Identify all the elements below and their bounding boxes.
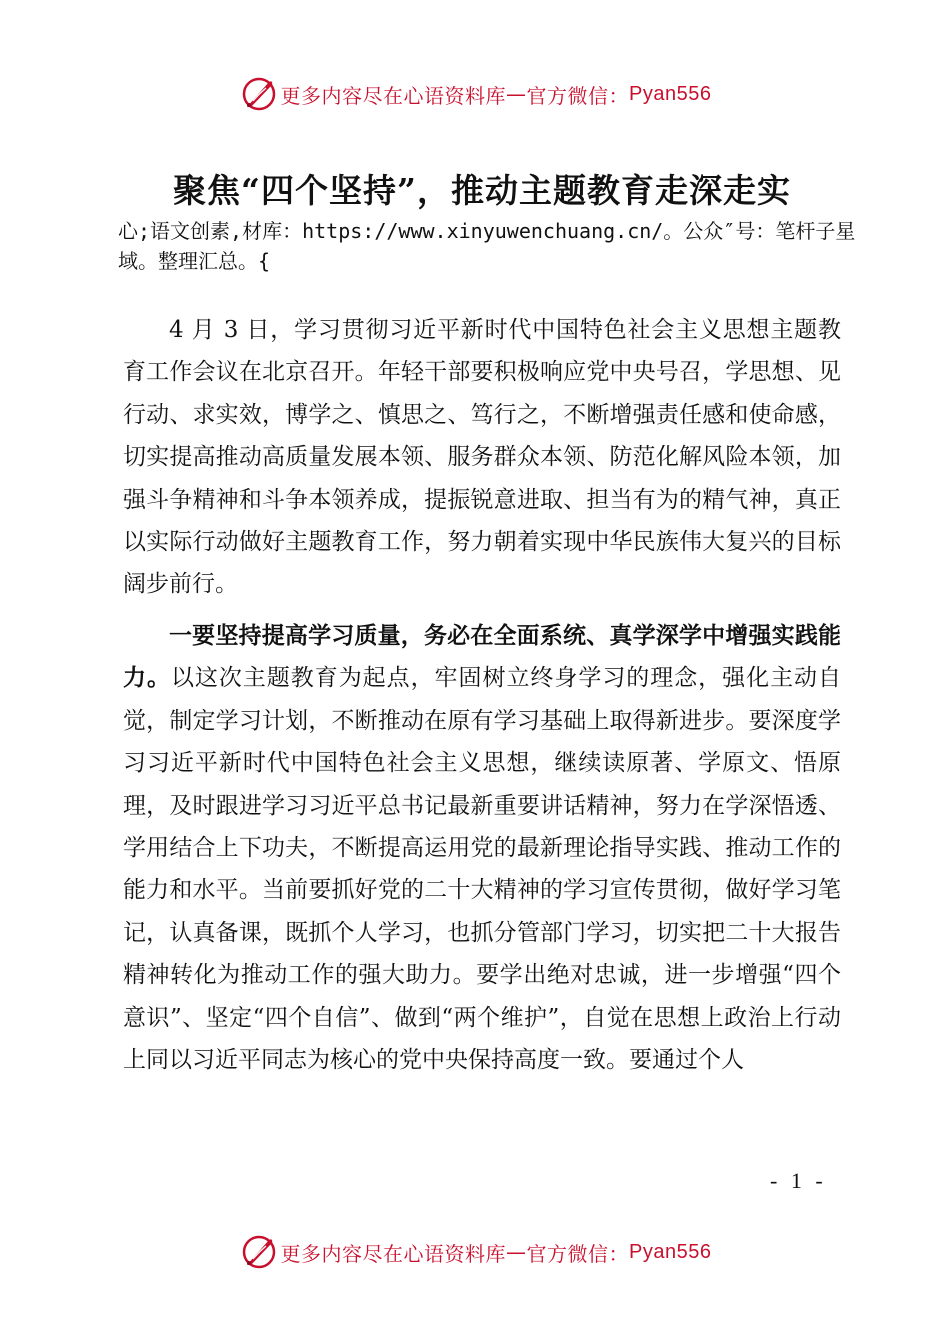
document-title: 聚焦“四个坚持”，推动主题教育走深走实 xyxy=(173,171,791,210)
paragraph-point-one-body: 以这次主题教育为起点，牢固树立终身学习的理念，强化主动自觉，制定学习计划，不断推动在原有学习基础上取得新进步。要深度学习习近平新时代中国特色社会主义思想，继续读原著、学原文、悟原理，及时跟进学习习近平总书记最新重要讲话精神，努力在学深悟透、学用结合上下功夫，不断提高运用党的最新理论指导实践、推动工作的能力和水平。当前要抓好党的二十大精神的学习宣传贯彻，做好学习笔记，认真备课，既抓个人学习，也抓分管部门学习，切实把二十大报告精神转化为推动工作的强大助力。要学出绝对忠诚，进一步增强“四个意识”、坚定“四个自信”、做到“两个维护”，自觉在思想上政治上行动上同以习近平同志为核心的党中央保持高度一致。要通过个人 xyxy=(123,665,842,1074)
watermark-text: 更多内容尽在心语资料库 xyxy=(280,1241,507,1266)
watermark-dash: — xyxy=(506,82,527,106)
watermark-dash: — xyxy=(506,1240,527,1264)
watermark-text: 更多内容尽在心语资料库 xyxy=(280,83,507,108)
quill-pen-logo-icon xyxy=(239,74,279,114)
page-number: - 1 - xyxy=(770,1168,827,1193)
watermark-wechat-label: 官方微信： xyxy=(526,1241,630,1266)
footer-watermark xyxy=(0,1228,950,1276)
header-watermark xyxy=(0,70,950,118)
paragraph-point-one xyxy=(123,615,841,1081)
watermark-wechat-label: 官方微信： xyxy=(526,83,630,108)
quill-pen-logo-icon xyxy=(239,1232,279,1272)
watermark-wechat-id: Pyan556 xyxy=(629,82,712,105)
paragraph-point-one-lead: 一要坚持提高学习质量，务必在全面系统、真学深学中增强实践能力。 xyxy=(123,623,841,692)
watermark-wechat-id: Pyan556 xyxy=(629,1240,712,1263)
source-notice: 心;语文创素,材库：https://www.xinyuwenchuang.cn/。公众″号：笔杆子星域。整理汇总。{ xyxy=(118,219,856,273)
paragraph-intro: 4 月 3 日，学习贯彻习近平新时代中国特色社会主义思想主题教育工作会议在北京召开。年轻干部要积极响应党中央号召，学思想、见行动、求实效，博学之、慎思之、笃行之，不断增强责任感和使命感，切实提高推动高质量发展本领、服务群众本领、防范化解风险本领，加强斗争精神和斗争本领养成，提振锐意进取、担当有为的精气神，真正以实际行动做好主题教育工作，努力朝着实现中华民族伟大复兴的目标阔步前行。 xyxy=(123,317,841,598)
